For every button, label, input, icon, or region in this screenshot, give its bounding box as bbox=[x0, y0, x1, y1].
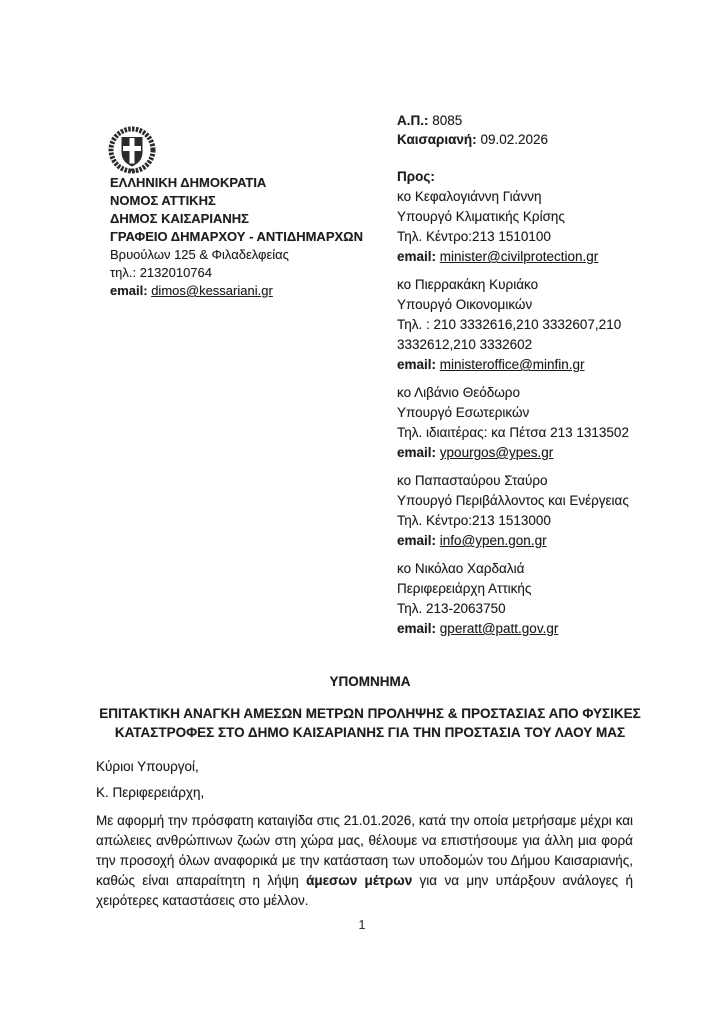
recipient-email-line bbox=[397, 531, 659, 551]
recipient bbox=[397, 383, 659, 463]
body-text-emphasis: άμεσων μέτρων bbox=[306, 873, 413, 888]
body-text: για να μην υπάρξουν ανάλογες ή χειρότερες καταστάσεις στο μέλλον. bbox=[96, 873, 633, 908]
recipient-name: κο Παπασταύρου Σταύρο bbox=[397, 473, 548, 488]
recipient bbox=[397, 187, 659, 267]
memo-subject-line: ΕΠΙΤΑΚΤΙΚΗ ΑΝΑΓΚΗ ΑΜΕΣΩΝ ΜΕΤΡΩΝ ΠΡΟΛΗΨΗΣ & ΠΡΟΣΤΑΣΙΑΣ ΑΠΟ ΦΥΣΙΚΕΣ bbox=[99, 706, 641, 721]
memo-subject-line: ΚΑΤΑΣΤΡΟΦΕΣ ΣΤΟ ΔΗΜΟ ΚΑΙΣΑΡΙΑΝΗΣ ΓΙΑ ΤΗΝ ΠΡΟΣΤΑΣΙΑ ΤΟΥ ΛΑΟΥ ΜΑΣ bbox=[114, 725, 626, 740]
recipient-email-link[interactable]: info@ypen.gon.gr bbox=[439, 533, 547, 548]
salutation: Κ. Περιφερειάρχη, bbox=[96, 785, 205, 800]
recipients-heading: Προς: bbox=[397, 169, 435, 184]
protocol-number-line bbox=[397, 111, 548, 130]
email-label: email: bbox=[397, 357, 437, 372]
body-paragraph bbox=[96, 811, 633, 911]
recipient bbox=[397, 471, 659, 551]
recipient-name: κο Πιερρακάκη Κυριάκο bbox=[397, 277, 539, 292]
recipient-title: Υπουργό Κλιματικής Κρίσης bbox=[397, 209, 565, 224]
sender-email-line bbox=[110, 282, 363, 300]
recipient-title: Υπουργό Περιβάλλοντος και Ενέργειας bbox=[397, 493, 629, 508]
memo-subject bbox=[70, 704, 670, 742]
place-date-line bbox=[397, 130, 548, 149]
email-label: email: bbox=[110, 283, 148, 298]
recipient-name: κο Λιβάνιο Θεόδωρο bbox=[397, 385, 520, 400]
protocol-number-label: Α.Π.: bbox=[397, 113, 429, 128]
email-label: email: bbox=[397, 621, 437, 636]
greek-coat-of-arms-icon bbox=[107, 123, 157, 177]
salutation: Κύριοι Υπουργοί, bbox=[96, 759, 199, 774]
sender-address: Βρυούλων 125 & Φιλαδελφείας bbox=[110, 247, 289, 262]
recipient-email-link[interactable]: ypourgos@ypes.gr bbox=[439, 445, 554, 460]
recipient-title: Περιφερειάρχη Αττικής bbox=[397, 581, 532, 596]
recipient bbox=[397, 275, 659, 375]
reference-block bbox=[397, 111, 548, 149]
recipient-email-link[interactable]: minister@civilprotection.gr bbox=[439, 249, 599, 264]
recipient-phone: Τηλ. Κέντρο:213 1510100 bbox=[397, 229, 551, 244]
email-label: email: bbox=[397, 249, 437, 264]
recipient bbox=[397, 559, 659, 639]
memo-title: ΥΠΟΜΝΗΜΑ bbox=[329, 674, 411, 689]
recipient-phone: Τηλ. 213-2063750 bbox=[397, 601, 506, 616]
sender-email-link[interactable]: dimos@kessariani.gr bbox=[151, 283, 273, 298]
email-label: email: bbox=[397, 533, 437, 548]
page-number: 1 bbox=[358, 918, 366, 932]
sender-org-line: ΓΡΑΦΕΙΟ ΔΗΜΑΡΧΟΥ - ΑΝΤΙΔΗΜΑΡΧΩΝ bbox=[110, 229, 363, 244]
recipient-phone: Τηλ. ιδιαιτέρας: κα Πέτσα 213 1313502 bbox=[397, 425, 629, 440]
recipient-phone: Τηλ. Κέντρο:213 1513000 bbox=[397, 513, 551, 528]
sender-org-line: ΕΛΛΗΝΙΚΗ ΔΗΜΟΚΡΑΤΙΑ bbox=[110, 175, 267, 190]
recipient-email-link[interactable]: gperatt@patt.gov.gr bbox=[439, 621, 559, 636]
recipient-email-line bbox=[397, 355, 659, 375]
recipients-block bbox=[397, 167, 659, 639]
place-label: Καισαριανή: bbox=[397, 132, 477, 147]
recipient-email-link[interactable]: ministeroffice@minfin.gr bbox=[439, 357, 585, 372]
sender-phone: τηλ.: 2132010764 bbox=[110, 265, 213, 280]
recipient-email-line bbox=[397, 443, 659, 463]
sender-org-line: ΝΟΜΟΣ ΑΤΤΙΚΗΣ bbox=[110, 193, 216, 208]
recipient-email-line bbox=[397, 247, 659, 267]
recipient-email-line bbox=[397, 619, 659, 639]
recipient-name: κο Κεφαλογιάννη Γιάννη bbox=[397, 189, 542, 204]
date-value: 09.02.2026 bbox=[480, 132, 549, 147]
body-text: Με αφορμή την πρόσφατη καταιγίδα στις 21.01.2026, κατά την οποία μετρήσαμε μέχρι και απώλειες ανθρώπινων ζωών στη χώρα μας, θέλουμε να επιστήσουμε για άλλη μια φορά την προσοχή όλων αναφορικά με την κατάσταση των υποδομών του Δήμου Καισαριανής, καθώς είναι απαραίτητη η λήψη bbox=[96, 813, 633, 888]
email-label: email: bbox=[397, 445, 437, 460]
recipient-phone: Τηλ. : 210 3332616,210 3332607,210 3332612,210 3332602 bbox=[397, 317, 622, 352]
protocol-number-value: 8085 bbox=[432, 113, 463, 128]
recipient-title: Υπουργό Οικονομικών bbox=[397, 297, 533, 312]
recipient-name: κο Νικόλαο Χαρδαλιά bbox=[397, 561, 525, 576]
memo-body bbox=[96, 757, 633, 911]
sender-block bbox=[110, 174, 363, 300]
recipient-title: Υπουργό Εσωτερικών bbox=[397, 405, 530, 420]
sender-org-line: ΔΗΜΟΣ ΚΑΙΣΑΡΙΑΝΗΣ bbox=[110, 211, 249, 226]
